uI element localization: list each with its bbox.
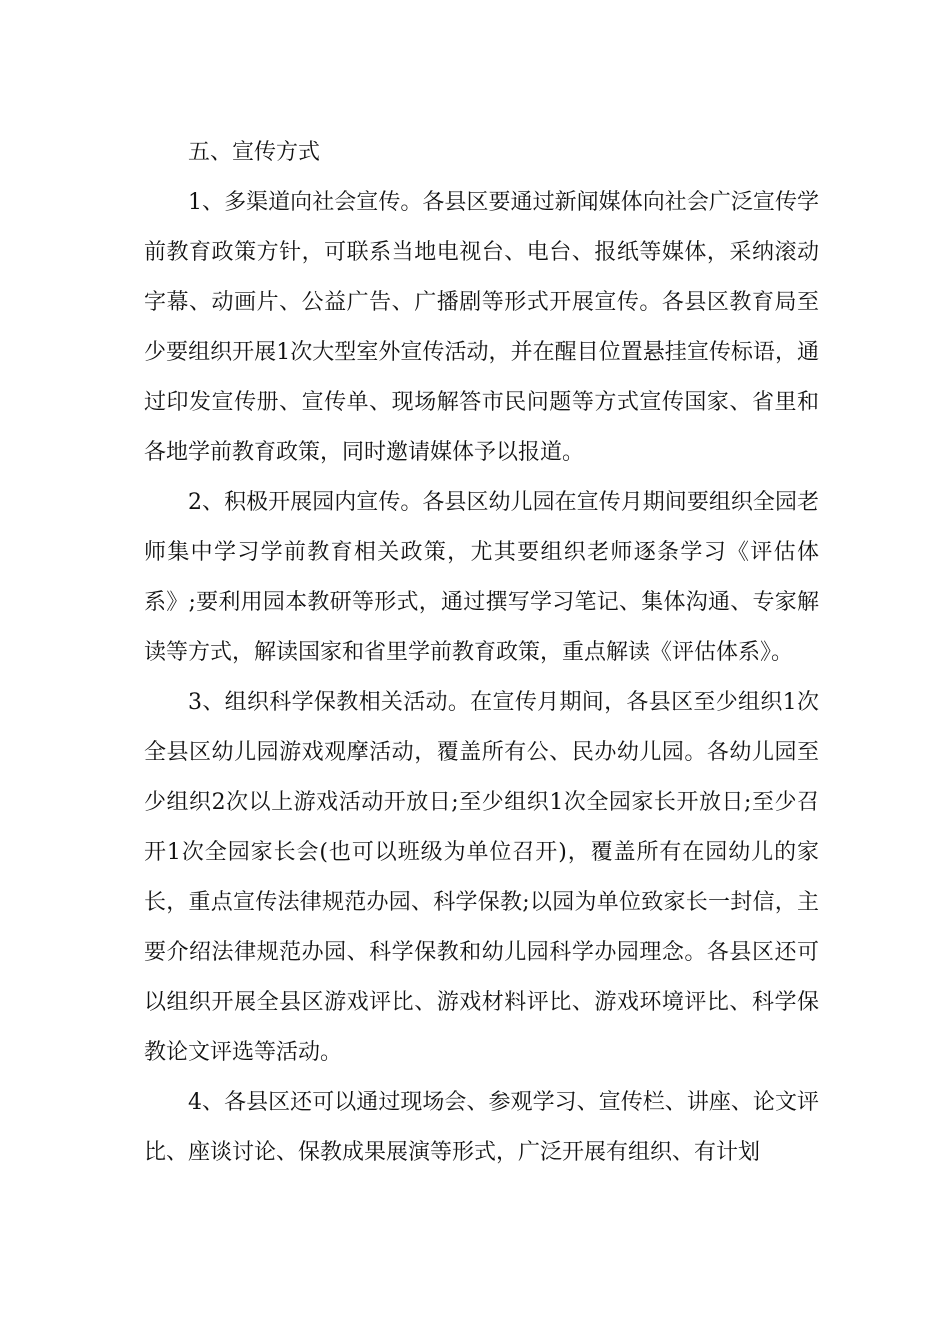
document-body [144, 128, 819, 1178]
section-heading: 五、宣传方式 [188, 140, 321, 165]
paragraph-2: 2、积极开展园内宣传。各县区幼儿园在宣传月期间要组织全园老师集中学习学前教育相关政策，尤其要组织老师逐条学习《评估体系》;要利用园本教研等形式，通过撰写学习笔记、集体沟通、专家解读等方式，解读国家和省里学前教育政策，重点解读《评估体系》。 [144, 490, 819, 665]
paragraph-3: 3、组织科学保教相关活动。在宣传月期间，各县区至少组织1次全县区幼儿园游戏观摩活动，覆盖所有公、民办幼儿园。各幼儿园至少组织2次以上游戏活动开放日;至少组织1次全园家长开放日;至少召开1次全园家长会(也可以班级为单位召开)，覆盖所有在园幼儿的家长，重点宣传法律规范办园、科学保教;以园为单位致家长一封信，主要介绍法律规范办园、科学保教和幼儿园科学办园理念。各县区还可以组织开展全县区游戏评比、游戏材料评比、游戏环境评比、科学保教论文评选等活动。 [144, 690, 819, 1065]
paragraph-1: 1、多渠道向社会宣传。各县区要通过新闻媒体向社会广泛宣传学前教育政策方针，可联系当地电视台、电台、报纸等媒体，采纳滚动字幕、动画片、公益广告、广播剧等形式开展宣传。各县区教育局至少要组织开展1次大型室外宣传活动，并在醒目位置悬挂宣传标语，通过印发宣传册、宣传单、现场解答市民问题等方式宣传国家、省里和各地学前教育政策，同时邀请媒体予以报道。 [144, 190, 819, 465]
paragraph-4: 4、各县区还可以通过现场会、参观学习、宣传栏、讲座、论文评比、座谈讨论、保教成果展演等形式，广泛开展有组织、有计划 [144, 1090, 819, 1165]
